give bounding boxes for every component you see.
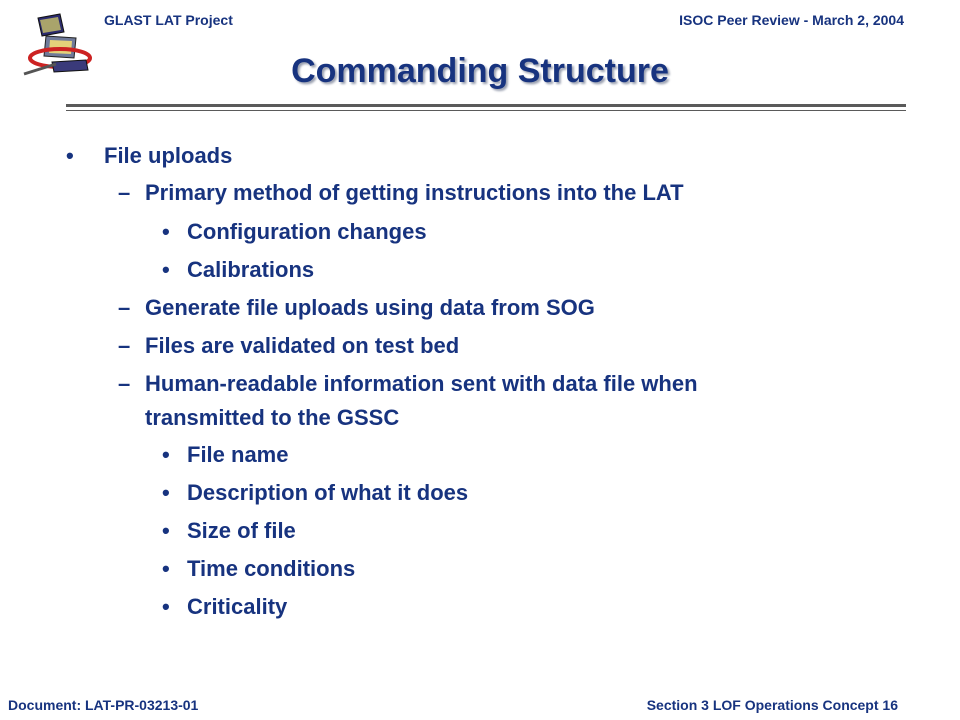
event-name: ISOC Peer Review - March 2, 2004 <box>679 12 904 28</box>
bullet-text: Primary method of getting instructions into the LAT <box>145 180 684 205</box>
bullet-text: Calibrations <box>187 257 315 282</box>
bullet-text: Files are validated on test bed <box>145 333 460 358</box>
bullet-marker: • <box>162 257 170 282</box>
bullet-text: File name <box>187 442 289 467</box>
bullet-text: Configuration changes <box>187 219 427 244</box>
bullet-text: Human-readable information sent with data file when <box>145 371 698 396</box>
bullet-text: File uploads <box>104 143 233 168</box>
bullet-marker: – <box>118 371 131 396</box>
bullet-marker: • <box>162 219 170 244</box>
bullet-text: Size of file <box>187 518 296 543</box>
bullet-marker: • <box>66 143 74 168</box>
project-name: GLAST LAT Project <box>104 12 233 28</box>
bullet-marker: • <box>162 480 170 505</box>
document-id: Document: LAT-PR-03213-01 <box>8 697 199 713</box>
bullet-marker: – <box>118 180 131 205</box>
bullet-text-continuation: transmitted to the GSSC <box>145 405 400 430</box>
bullet-marker: • <box>162 556 170 581</box>
bullet-text: Description of what it does <box>187 480 469 505</box>
bullet-marker: • <box>162 442 170 467</box>
page-title: Commanding Structure <box>291 52 669 90</box>
bullet-text: Time conditions <box>187 556 356 581</box>
bullet-text: Generate file uploads using data from SOG <box>145 295 595 320</box>
bullet-marker: • <box>162 518 170 543</box>
bullet-marker: • <box>162 594 170 619</box>
bullet-marker: – <box>118 333 131 358</box>
bullet-marker: – <box>118 295 131 320</box>
section-page: Section 3 LOF Operations Concept 16 <box>646 697 898 713</box>
bullet-text: Criticality <box>187 594 288 619</box>
